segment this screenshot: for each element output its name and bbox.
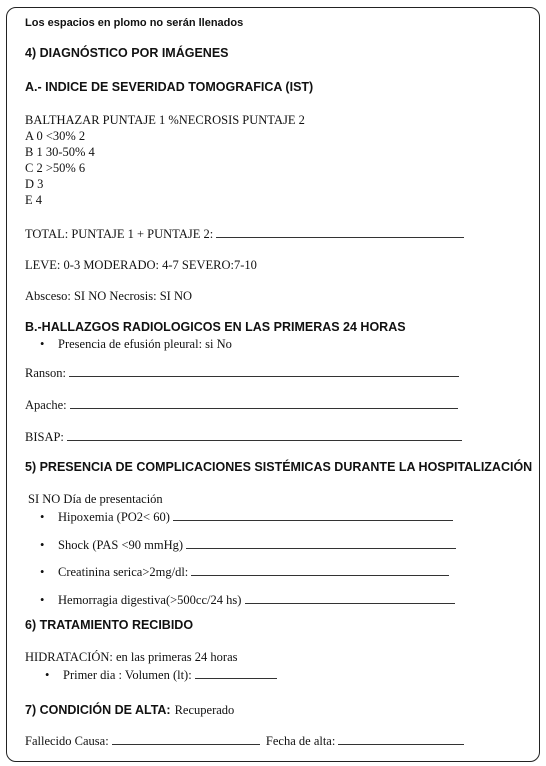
section-4-title: 4) DIAGNÓSTICO POR IMÁGENES	[25, 46, 229, 60]
efusion-label: Presencia de efusión pleural: si No	[58, 337, 232, 351]
primer-dia-label: Primer dia : Volumen (lt):	[63, 668, 192, 682]
bisap-row	[25, 429, 462, 445]
primer-dia-item	[45, 667, 277, 683]
complicacion-field[interactable]	[191, 564, 449, 576]
section-7-row	[25, 701, 234, 719]
section-6-title: 6) TRATAMIENTO RECIBIDO	[25, 618, 194, 632]
complicacion-item	[40, 592, 455, 608]
complicacion-label: Creatinina serica>2mg/dl:	[58, 565, 189, 579]
section-4a-title: A.- INDICE DE SEVERIDAD TOMOGRAFICA (IST)	[25, 80, 314, 94]
apache-row	[25, 397, 458, 413]
complicacion-field[interactable]	[186, 537, 456, 549]
complicaciones-subheader: SI NO Día de presentación	[28, 492, 163, 506]
complicacion-item	[40, 509, 453, 525]
volumen-field[interactable]	[195, 667, 277, 679]
total-field[interactable]	[216, 226, 464, 238]
section-4b-title: B.-HALLAZGOS RADIOLOGICOS EN LAS PRIMERAS 24 HORAS	[25, 320, 406, 334]
balthazar-row: B 1 30-50% 4	[25, 145, 95, 159]
bullet: •	[40, 538, 45, 552]
complicacion-label: Hemorragia digestiva(>500cc/24 hs)	[58, 593, 242, 607]
hidratacion-text: HIDRATACIÓN: en las primeras 24 horas	[25, 650, 238, 664]
balthazar-row: C 2 >50% 6	[25, 161, 86, 175]
ranson-field[interactable]	[69, 365, 459, 377]
note-text: Los espacios en plomo no serán llenados	[25, 17, 244, 29]
bullet: •	[40, 337, 45, 351]
severity-scale: LEVE: 0-3 MODERADO: 4-7 SEVERO:7-10	[25, 258, 257, 272]
apache-label: Apache:	[25, 398, 67, 412]
bullet: •	[40, 565, 45, 579]
complicacion-item	[40, 564, 449, 580]
total-label: TOTAL: PUNTAJE 1 + PUNTAJE 2:	[25, 227, 214, 241]
balthazar-row: A 0 <30% 2	[25, 129, 86, 143]
ranson-label: Ranson:	[25, 366, 66, 380]
balthazar-row: E 4	[25, 193, 43, 207]
causa-field[interactable]	[112, 733, 260, 745]
complicacion-field[interactable]	[173, 509, 453, 521]
section-5-title: 5) PRESENCIA DE COMPLICACIONES SISTÉMICAS DURANTE LA HOSPITALIZACIÓN	[25, 460, 533, 474]
fallecido-row	[25, 733, 464, 749]
efusion-item	[40, 337, 232, 352]
absceso-necrosis: Absceso: SI NO Necrosis: SI NO	[25, 289, 192, 303]
complicacion-field[interactable]	[245, 592, 455, 604]
balthazar-header: BALTHAZAR PUNTAJE 1 %NECROSIS PUNTAJE 2	[25, 113, 305, 127]
bullet: •	[40, 593, 45, 607]
ranson-row	[25, 365, 459, 381]
bisap-label: BISAP:	[25, 430, 64, 444]
balthazar-row: D 3	[25, 177, 44, 191]
complicacion-item	[40, 537, 456, 553]
fecha-label: Fecha de alta:	[265, 734, 336, 748]
apache-field[interactable]	[70, 397, 458, 409]
section-7-title: 7) CONDICIÓN DE ALTA:	[25, 703, 171, 717]
bullet: •	[40, 510, 45, 524]
total-row	[25, 226, 464, 242]
complicacion-label: Shock (PAS <90 mmHg)	[58, 538, 184, 552]
fecha-field[interactable]	[338, 733, 464, 745]
fallecido-label: Fallecido Causa:	[25, 734, 109, 748]
bisap-field[interactable]	[67, 429, 462, 441]
complicacion-label: Hipoxemia (PO2< 60)	[58, 510, 170, 524]
bullet: •	[45, 668, 50, 682]
recuperado-option: Recuperado	[174, 703, 235, 717]
